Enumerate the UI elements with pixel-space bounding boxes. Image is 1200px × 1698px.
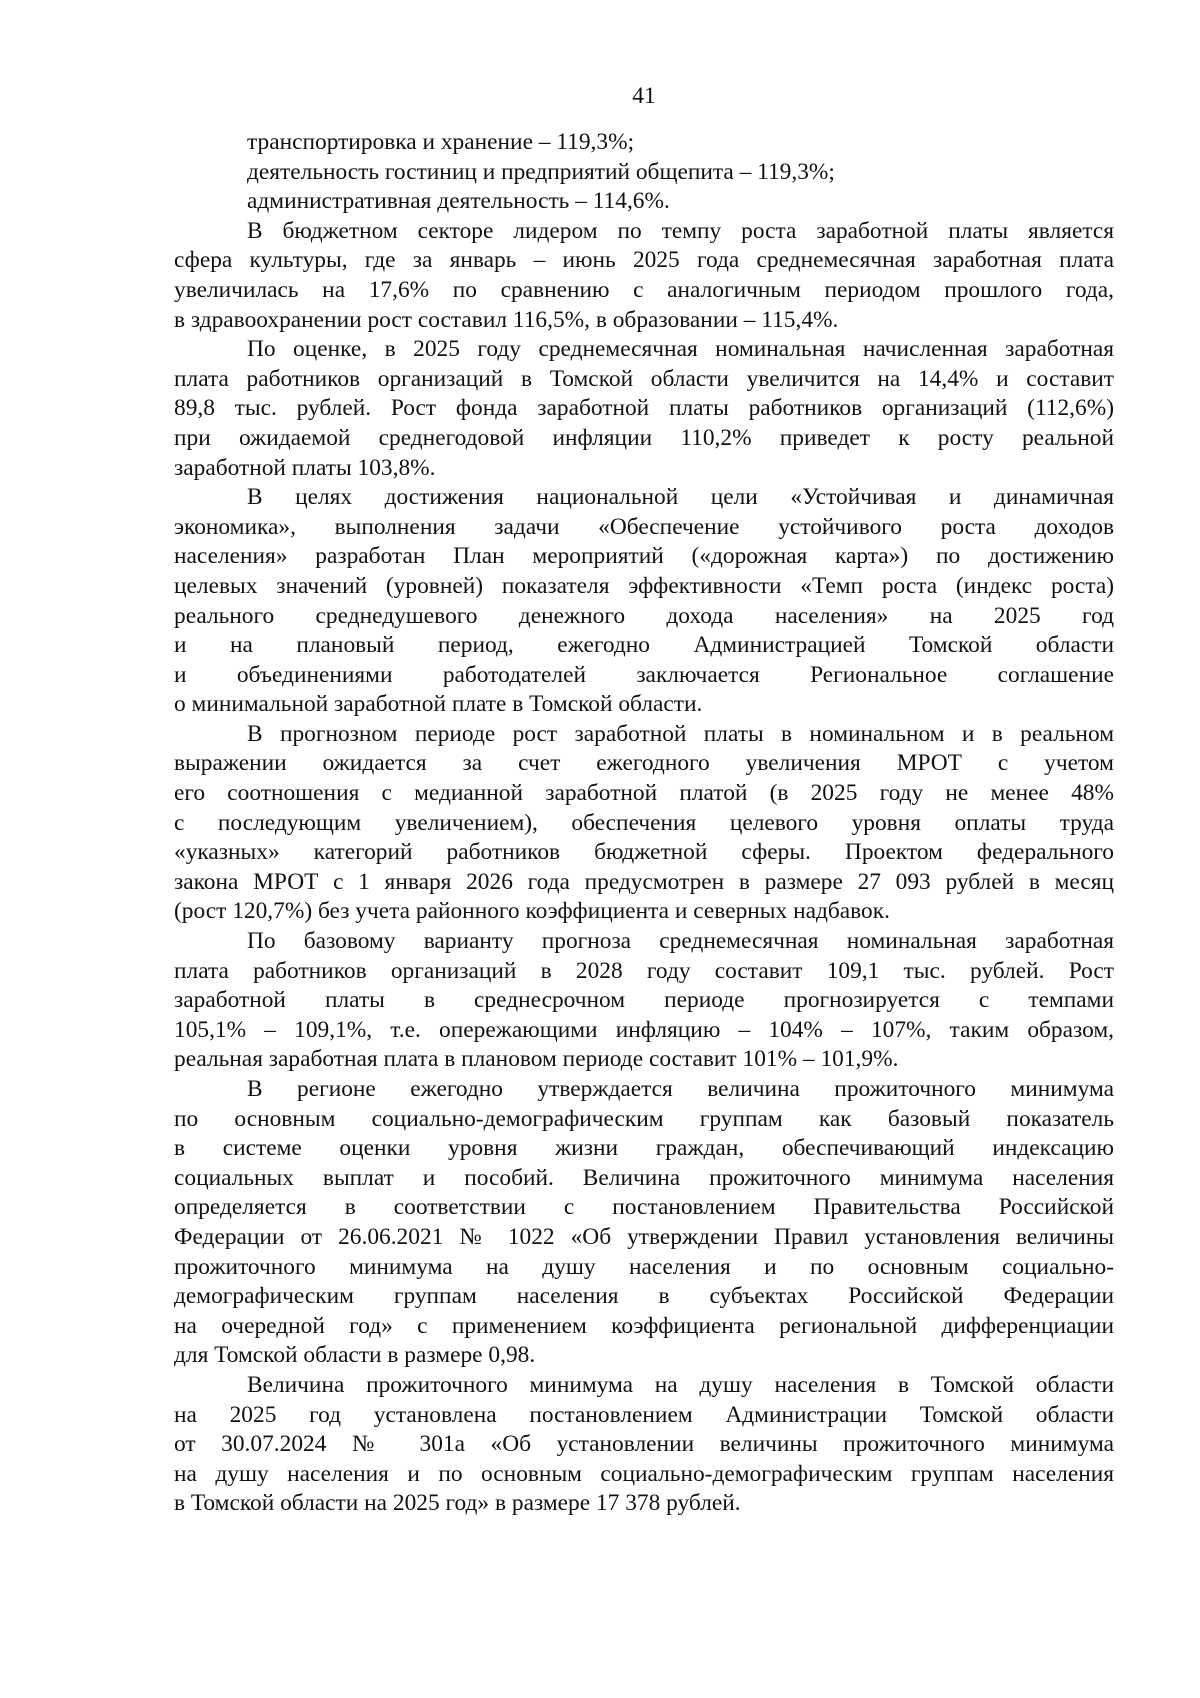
document-page xyxy=(174,82,1114,1519)
paragraph-line: в Томской области на 2025 год» в размере 17 378 рублей. xyxy=(174,1490,741,1517)
paragraph xyxy=(174,483,1114,720)
paragraph-line: целевых значений (уровней) показателя эффективности «Темп роста (индекс роста) xyxy=(174,572,1114,599)
paragraph-line: определяется в соответствии с постановлением Правительства Российской xyxy=(174,1194,1114,1221)
paragraph-line: По оценке, в 2025 году среднемесячная номинальная начисленная заработная xyxy=(247,336,1114,363)
paragraph-line: заработной платы 103,8%. xyxy=(174,454,436,481)
list-item: деятельность гостиниц и предприятий общепита – 119,3%; xyxy=(247,158,835,185)
paragraph-line: на душу населения и по основным социально-демографическим группам населения xyxy=(174,1460,1114,1487)
paragraph-line: на 2025 год установлена постановлением Администрации Томской области xyxy=(174,1401,1114,1428)
paragraph-line: увеличилась на 17,6% по сравнению с аналогичным периодом прошлого года, xyxy=(174,276,1114,303)
paragraph-line: его соотношения с медианной заработной платой (в 2025 году не менее 48% xyxy=(174,780,1114,807)
body-text xyxy=(174,217,1114,1519)
paragraph-line: экономика», выполнения задачи «Обеспечение устойчивого роста доходов xyxy=(174,513,1114,540)
paragraph-line: о минимальной заработной плате в Томской области. xyxy=(174,691,703,718)
paragraph-line: В регионе ежегодно утверждается величина прожиточного минимума xyxy=(247,1076,1114,1102)
list-item: транспортировка и хранение – 119,3%; xyxy=(247,129,635,155)
paragraph-line: с последующим увеличением), обеспечения целевого уровня оплаты труда xyxy=(174,809,1114,836)
paragraph-line: 89,8 тыс. рублей. Рост фонда заработной платы работников организаций (112,6%) xyxy=(174,395,1114,422)
paragraph-line: при ожидаемой среднегодовой инфляции 110,2% приведет к росту реальной xyxy=(174,424,1114,451)
paragraph xyxy=(174,1371,1114,1519)
paragraph-line: в здравоохранении рост составил 116,5%, в образовании – 115,4%. xyxy=(174,306,839,333)
paragraph-line: Величина прожиточного минимума на душу населения в Томской области xyxy=(247,1371,1114,1398)
paragraph-line: выражении ожидается за счет ежегодного увеличения МРОТ с учетом xyxy=(174,750,1114,777)
paragraph xyxy=(174,720,1114,927)
paragraph-line: закона МРОТ с 1 января 2026 года предусмотрен в размере 27 093 рублей в месяц xyxy=(174,868,1114,895)
paragraph-line: Федерации от 26.06.2021 № 1022 «Об утверждении Правил установления величины xyxy=(174,1223,1114,1250)
list-item: административная деятельность – 114,6%. xyxy=(247,188,670,215)
paragraph-line: (рост 120,7%) без учета районного коэффициента и северных надбавок. xyxy=(174,898,890,925)
paragraph-line: реального среднедушевого денежного дохода населения» на 2025 год xyxy=(174,602,1114,629)
paragraph-line: плата работников организаций в 2028 году составит 109,1 тыс. рублей. Рост xyxy=(174,957,1114,984)
paragraph-line: по основным социально-демографическим группам как базовый показатель xyxy=(174,1105,1114,1132)
paragraph-line: от 30.07.2024 № 301а «Об установлении величины прожиточного минимума xyxy=(174,1431,1114,1458)
paragraph-line: В бюджетном секторе лидером по темпу роста заработной платы является xyxy=(247,217,1114,244)
paragraph xyxy=(174,1075,1114,1371)
paragraph-line: прожиточного минимума на душу населения и по основным социально- xyxy=(174,1253,1114,1280)
paragraph xyxy=(174,217,1114,335)
paragraph-line: и объединениями работодателей заключается Региональное соглашение xyxy=(174,661,1114,688)
paragraph-line: на очередной год» с применением коэффициента региональной дифференциации xyxy=(174,1312,1114,1339)
paragraph-line: и на плановый период, ежегодно Администрацией Томской области xyxy=(174,632,1114,659)
page-number: 41 xyxy=(632,83,656,109)
paragraph-line: заработной платы в среднесрочном периоде прогнозируется с темпами xyxy=(174,987,1114,1014)
paragraph-line: «указных» категорий работников бюджетной сферы. Проектом федерального xyxy=(174,839,1114,866)
paragraph-line: 105,1% – 109,1%, т.е. опережающими инфляцию – 104% – 107%, таким образом, xyxy=(174,1016,1114,1043)
paragraph-line: в системе оценки уровня жизни граждан, обеспечивающий индексацию xyxy=(174,1135,1114,1162)
paragraph xyxy=(174,927,1114,1075)
paragraph xyxy=(174,335,1114,483)
paragraph-line: демографическим группам населения в субъектах Российской Федерации xyxy=(174,1283,1114,1310)
paragraph-line: населения» разработан План мероприятий («дорожная карта») по достижению xyxy=(174,543,1114,570)
paragraph-line: По базовому варианту прогноза среднемесячная номинальная заработная xyxy=(247,928,1114,955)
paragraph-line: В целях достижения национальной цели «Устойчивая и динамичная xyxy=(247,484,1114,511)
paragraph-line: В прогнозном периоде рост заработной платы в номинальном и в реальном xyxy=(247,720,1114,747)
paragraph-line: для Томской области в размере 0,98. xyxy=(174,1342,536,1369)
paragraph-line: реальная заработная плата в плановом периоде составит 101% – 101,9%. xyxy=(174,1046,899,1073)
paragraph-line: сфера культуры, где за январь – июнь 2025 года среднемесячная заработная плата xyxy=(174,247,1114,274)
paragraph-line: плата работников организаций в Томской области увеличится на 14,4% и составит xyxy=(174,365,1114,392)
paragraph-line: социальных выплат и пособий. Величина прожиточного минимума населения xyxy=(174,1164,1114,1191)
industry-growth-list xyxy=(174,128,1114,217)
